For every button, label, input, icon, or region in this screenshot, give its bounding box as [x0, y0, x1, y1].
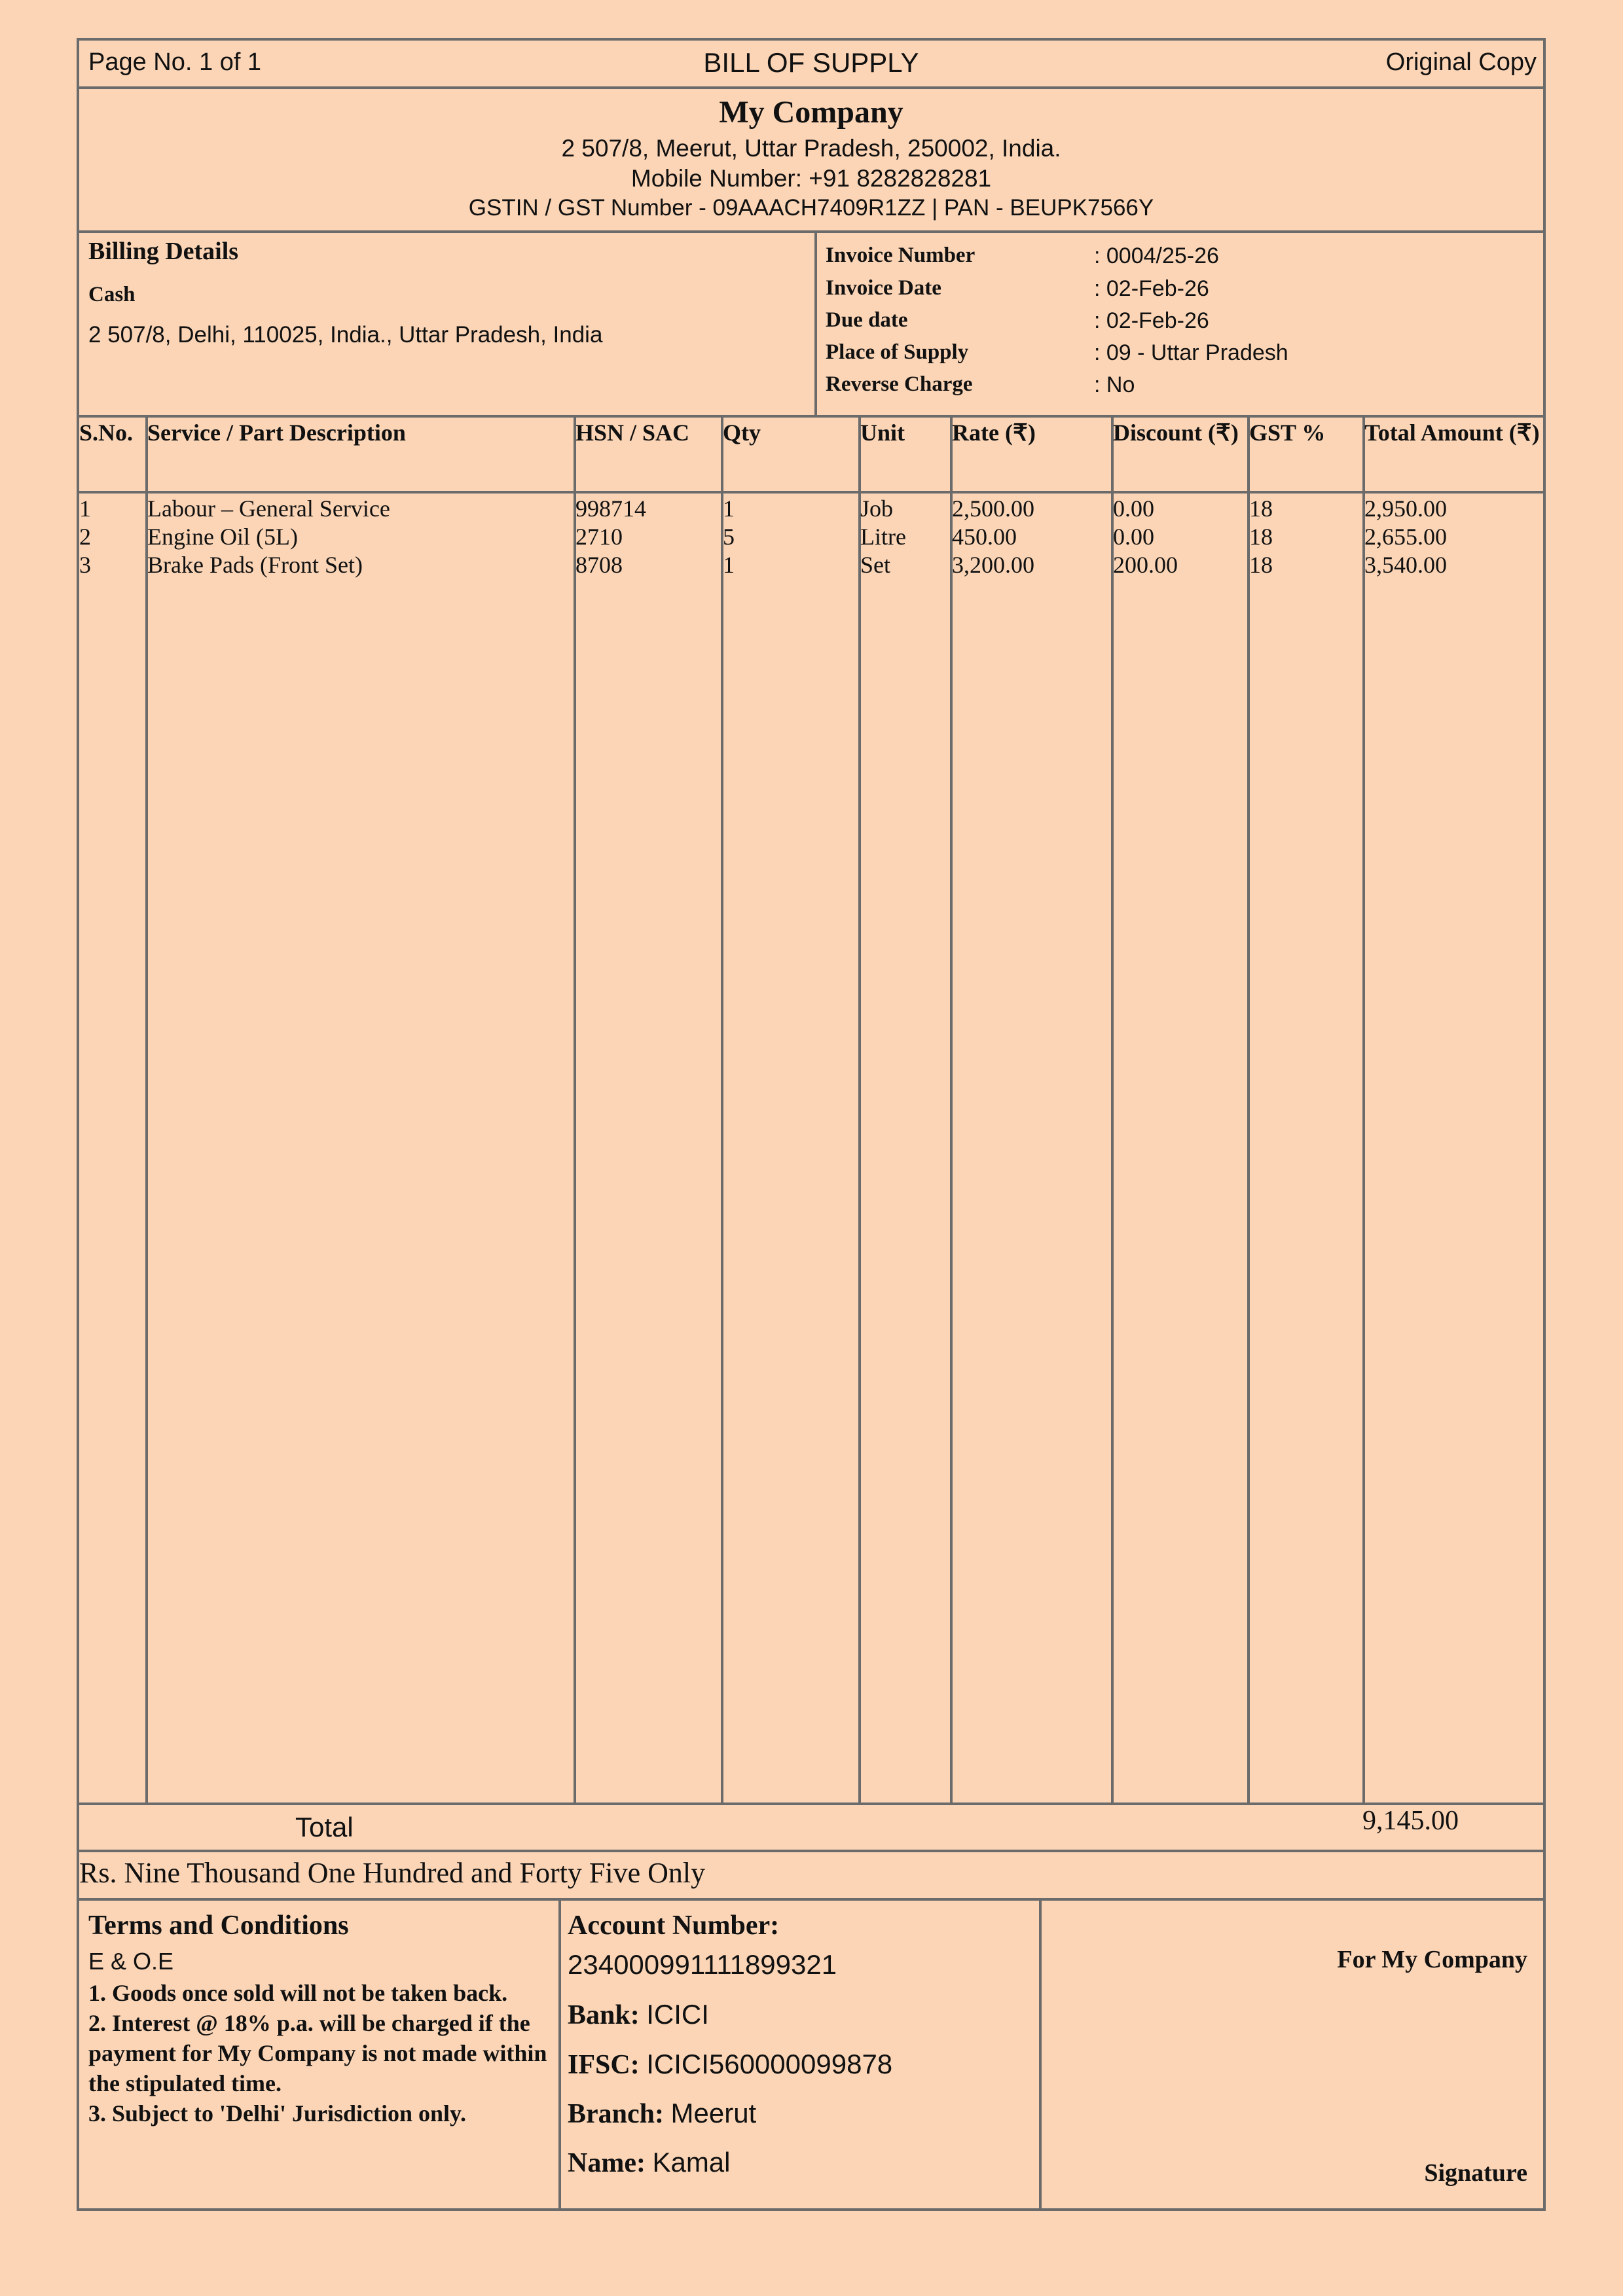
- terms-item: 1. Goods once sold will not be taken back.: [88, 1980, 508, 2006]
- bank-value: ICICI: [646, 1999, 709, 2030]
- table-cell-qty: 5: [723, 524, 735, 550]
- reverse-charge-label: Reverse Charge: [826, 372, 973, 396]
- table-cell-description: Engine Oil (5L): [147, 524, 298, 550]
- terms-eoe: E & O.E: [88, 1948, 174, 1975]
- table-cell-rate: 3,200.00: [952, 552, 1034, 578]
- table-header-unit: Unit: [860, 420, 905, 446]
- table-header-sno: S.No.: [79, 420, 134, 446]
- copy-label: Original Copy: [1385, 48, 1537, 76]
- terms-item: 3. Subject to 'Delhi' Jurisdiction only.: [88, 2100, 467, 2126]
- invoice-date-label: Invoice Date: [826, 276, 941, 300]
- table-cell-rate: 450.00: [952, 524, 1017, 550]
- table-header-qty: Qty: [723, 420, 761, 446]
- table-cell-gst: 18: [1249, 524, 1273, 550]
- table-column-divider: [721, 415, 723, 1803]
- table-header-description: Service / Part Description: [147, 420, 406, 446]
- due-date-value: : 02-Feb-26: [1094, 308, 1209, 333]
- total-label: Total: [295, 1812, 354, 1842]
- table-column-divider: [950, 415, 953, 1803]
- document-title: BILL OF SUPPLY: [703, 47, 919, 78]
- table-column-divider: [145, 415, 148, 1803]
- signature-label: Signature: [1424, 2159, 1527, 2187]
- company-gst-pan: GSTIN / GST Number - 09AAACH7409R1ZZ | PAN - BEUPK7566Y: [468, 195, 1154, 221]
- table-cell-sno: 2: [79, 524, 91, 550]
- table-cell-hsn: 2710: [575, 524, 623, 550]
- table-cell-hsn: 8708: [575, 552, 623, 578]
- bank-label: Bank:: [568, 2000, 647, 2030]
- table-cell-qty: 1: [723, 552, 735, 578]
- company-mobile: Mobile Number: +91 8282828281: [630, 165, 992, 192]
- divider: [1039, 1898, 1042, 2211]
- divider: [814, 230, 817, 415]
- table-cell-rate: 2,500.00: [952, 495, 1034, 522]
- table-cell-description: Labour – General Service: [147, 495, 390, 522]
- terms-heading: Terms and Conditions: [88, 1910, 349, 1941]
- table-header-hsn: HSN / SAC: [575, 420, 690, 446]
- invoice-number-label: Invoice Number: [826, 243, 976, 267]
- billing-heading: Billing Details: [88, 238, 239, 265]
- table-column-divider: [858, 415, 861, 1803]
- table-column-divider: [1362, 415, 1365, 1803]
- divider: [79, 1803, 1543, 1805]
- company-address: 2 507/8, Meerut, Uttar Pradesh, 250002, India.: [561, 135, 1061, 162]
- account-name-value: Kamal: [652, 2147, 731, 2178]
- branch-value: Meerut: [670, 2098, 757, 2128]
- table-column-divider: [574, 415, 576, 1803]
- account-name-label: Name:: [568, 2148, 653, 2178]
- due-date-label: Due date: [826, 308, 908, 332]
- account-number-label: Account Number:: [568, 1910, 780, 1941]
- branch-label: Branch:: [568, 2099, 671, 2129]
- invoice-number-value: : 0004/25-26: [1094, 243, 1219, 268]
- table-cell-discount: 0.00: [1113, 524, 1154, 550]
- reverse-charge-value: : No: [1094, 372, 1135, 397]
- ifsc-row: [568, 2049, 892, 2081]
- table-header-rate: Rate (₹): [952, 420, 1036, 446]
- terms-item: 2. Interest @ 18% p.a. will be charged if the payment for My Company is not made within the stipulated time.: [88, 2010, 547, 2096]
- place-of-supply-label: Place of Supply: [826, 340, 969, 364]
- billing-address: 2 507/8, Delhi, 110025, India., Uttar Pradesh, India: [88, 322, 603, 348]
- company-name: My Company: [719, 95, 903, 130]
- table-cell-gst: 18: [1249, 495, 1273, 522]
- table-cell-hsn: 998714: [575, 495, 646, 522]
- billing-name: Cash: [88, 283, 136, 306]
- branch-row: [568, 2098, 756, 2130]
- table-cell-unit: Set: [860, 552, 891, 578]
- table-header-discount: Discount (₹): [1113, 420, 1239, 446]
- table-cell-discount: 200.00: [1113, 552, 1178, 578]
- for-company-label: For My Company: [1337, 1946, 1527, 1973]
- place-of-supply-value: : 09 - Uttar Pradesh: [1094, 340, 1288, 365]
- amount-in-words: Rs. Nine Thousand One Hundred and Forty Five Only: [79, 1857, 706, 1889]
- table-cell-total: 3,540.00: [1364, 552, 1447, 578]
- bank-row: [568, 1999, 709, 2031]
- ifsc-value: ICICI560000099878: [646, 2049, 893, 2079]
- divider: [79, 1850, 1543, 1852]
- name-row: [568, 2147, 731, 2179]
- ifsc-label: IFSC:: [568, 2050, 647, 2080]
- divider: [79, 415, 1543, 418]
- table-cell-discount: 0.00: [1113, 495, 1154, 522]
- terms-list: [88, 1978, 560, 2128]
- account-number-value: 234000991111899321: [568, 1949, 837, 1980]
- table-header-gst: GST %: [1249, 420, 1326, 446]
- table-column-divider: [1247, 415, 1250, 1803]
- divider: [79, 86, 1543, 89]
- table-cell-unit: Litre: [860, 524, 906, 550]
- total-amount: 9,145.00: [1362, 1806, 1459, 1836]
- invoice-date-value: : 02-Feb-26: [1094, 276, 1209, 301]
- table-cell-unit: Job: [860, 495, 894, 522]
- table-column-divider: [1111, 415, 1114, 1803]
- table-cell-total: 2,950.00: [1364, 495, 1447, 522]
- invoice-document: [77, 38, 1546, 2211]
- divider: [79, 230, 1543, 233]
- page-number: Page No. 1 of 1: [88, 48, 262, 76]
- table-cell-gst: 18: [1249, 552, 1273, 578]
- table-cell-description: Brake Pads (Front Set): [147, 552, 363, 578]
- table-cell-total: 2,655.00: [1364, 524, 1447, 550]
- divider: [79, 1898, 1543, 1901]
- table-cell-sno: 1: [79, 495, 91, 522]
- table-header-total: Total Amount (₹): [1364, 420, 1540, 446]
- table-cell-qty: 1: [723, 495, 735, 522]
- table-cell-sno: 3: [79, 552, 91, 578]
- divider: [79, 491, 1543, 493]
